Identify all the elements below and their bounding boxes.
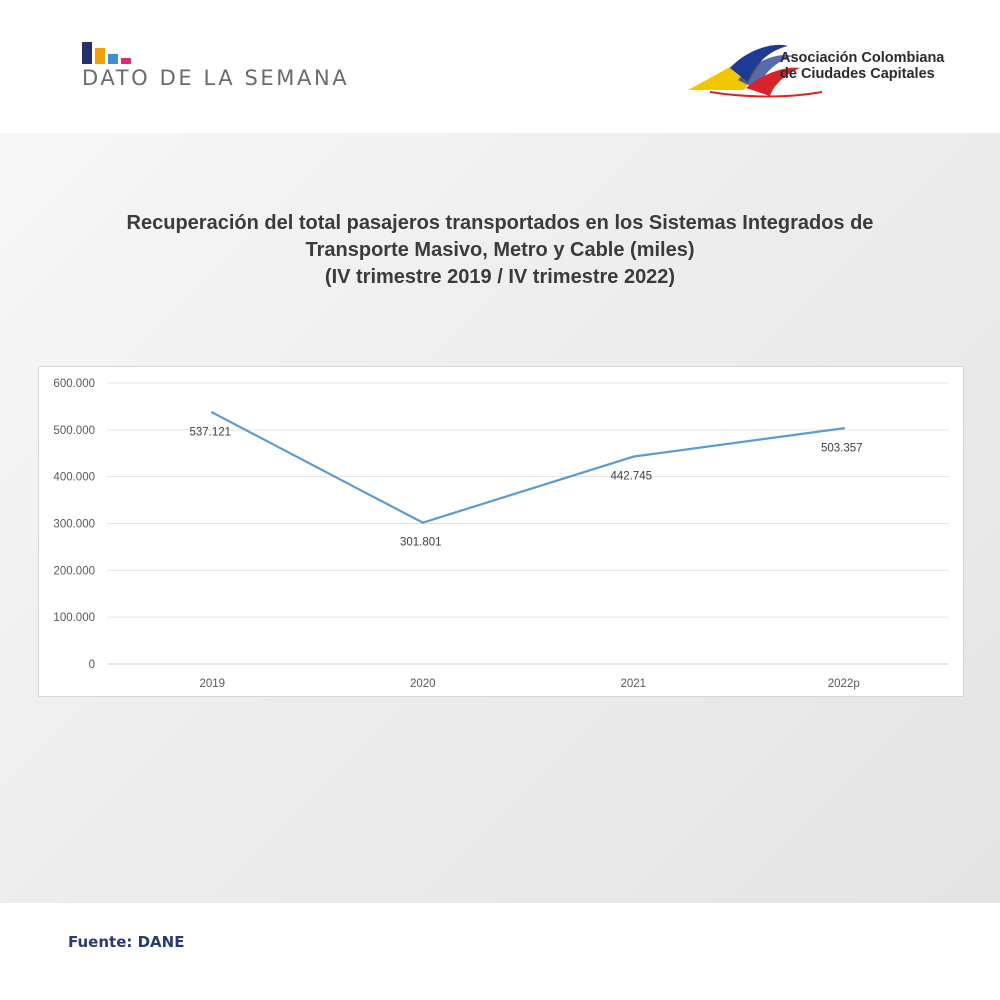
data-label: 301.801 — [399, 536, 442, 549]
data-label: 537.121 — [189, 426, 232, 439]
chart-title-line2: Transporte Masivo, Metro y Cable (miles) — [305, 239, 695, 261]
header — [0, 0, 1000, 133]
chart-title — [60, 210, 940, 291]
line-chart — [39, 367, 965, 698]
x-tick-label: 2020 — [409, 678, 436, 690]
org-name-line1: Asociación Colombiana — [780, 50, 945, 66]
x-tick-label: 2022p — [827, 678, 860, 690]
org-name — [780, 50, 944, 82]
data-point — [632, 455, 634, 457]
series-line — [212, 412, 844, 522]
footer — [0, 903, 1000, 1000]
y-tick-label: 100.000 — [53, 612, 95, 625]
data-point — [422, 521, 424, 523]
x-tick-label: 2019 — [199, 678, 226, 690]
data-point — [843, 427, 845, 429]
chart-title-line3: (IV trimestre 2019 / IV trimestre 2022) — [324, 266, 676, 288]
data-label: 442.745 — [610, 470, 653, 483]
y-tick-label: 0 — [88, 659, 95, 671]
y-tick-label: 200.000 — [53, 565, 95, 578]
chart-title-line1: Recuperación del total pasajeros transportados en los Sistemas Integrados de — [126, 212, 874, 234]
brand-title: DATO DE LA SEMANA — [82, 66, 350, 90]
org-name-line2: de Ciudades Capitales — [780, 66, 935, 82]
y-tick-label: 600.000 — [53, 378, 95, 390]
data-label: 503.357 — [820, 442, 863, 455]
y-tick-label: 500.000 — [53, 424, 95, 437]
y-tick-label: 300.000 — [53, 518, 95, 531]
x-tick-label: 2021 — [620, 678, 647, 690]
data-point — [211, 411, 213, 413]
y-tick-label: 400.000 — [53, 471, 95, 484]
source-note: Fuente: DANE — [68, 933, 185, 951]
bar-squares-icon — [82, 42, 134, 64]
chart-panel — [38, 366, 964, 697]
